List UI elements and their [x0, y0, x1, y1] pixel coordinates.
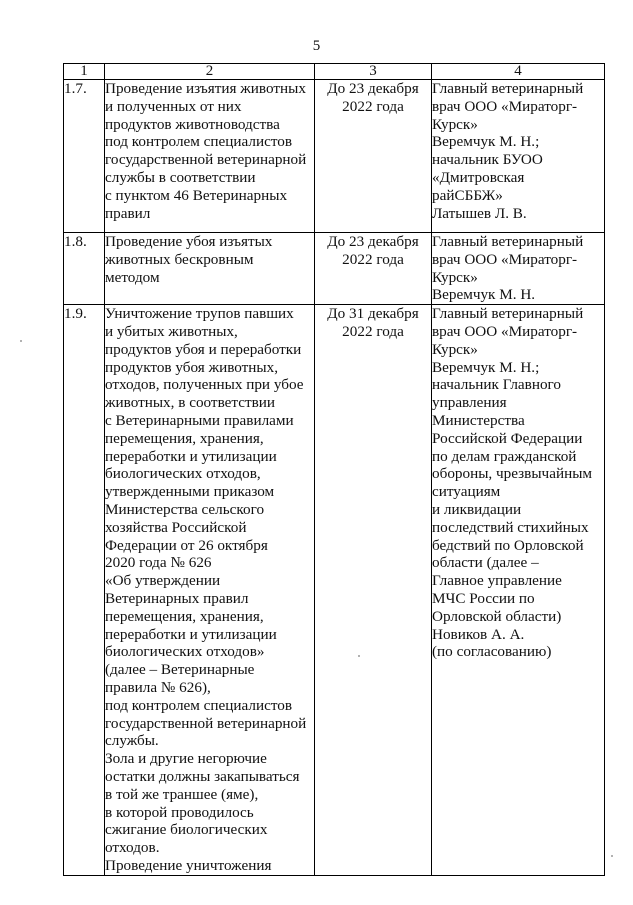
text-line: До 23 декабря: [327, 80, 419, 97]
text-line: по делам гражданской: [432, 447, 577, 465]
text-line: с пунктом 46 Ветеринарных: [105, 186, 288, 204]
text-line: Министерства сельского: [105, 500, 265, 518]
text-line: продуктов животноводства: [105, 115, 280, 133]
text-line: службы.: [105, 732, 159, 750]
table-row: [64, 305, 605, 876]
text-line: Веремчук М. Н.: [432, 286, 536, 304]
text-line: Главный ветеринарный: [432, 233, 584, 250]
text-line: врач ООО «Мираторг-: [432, 97, 578, 115]
text-line: До 23 декабря: [327, 233, 419, 250]
text-line: хозяйства Российской: [105, 518, 247, 536]
scan-speck: [358, 655, 360, 657]
event-cell: [105, 233, 315, 305]
page-number: 5: [312, 38, 321, 54]
text-line: методом: [105, 268, 160, 286]
text-line: перемещения, хранения,: [105, 429, 264, 447]
text-line: Курск»: [432, 115, 478, 133]
text-line: Курск»: [432, 268, 478, 286]
text-line: Латышев Л. В.: [432, 204, 527, 222]
text-line: райСББЖ»: [432, 186, 503, 204]
text-line: перемещения, хранения,: [105, 607, 264, 625]
text-line: Орловской области): [432, 607, 562, 625]
text-line: Проведение изъятия животных: [105, 80, 306, 97]
text-line: и полученных от них: [105, 97, 242, 115]
text-line: Министерства: [432, 411, 525, 429]
text-line: Веремчук М. Н.;: [432, 358, 540, 376]
text-line: (по согласованию): [432, 643, 552, 661]
text-line: биологических отходов»: [105, 643, 265, 661]
text-line: Проведение убоя изъятых: [105, 233, 273, 250]
text-line: Веремчук М. Н.;: [432, 133, 540, 151]
text-line: ситуациям: [432, 483, 501, 501]
deadline-cell: [315, 233, 432, 305]
text-line: и убитых животных,: [105, 322, 238, 340]
text-line: под контролем специалистов: [105, 133, 293, 151]
scan-speck: [611, 855, 613, 857]
text-line: Зола и другие негорючие: [105, 750, 267, 768]
text-line: Российской Федерации: [432, 429, 583, 447]
text-line: Проведение уничтожения: [105, 856, 272, 874]
table-header-row: [64, 64, 605, 80]
text-line: Уничтожение трупов павших: [105, 305, 294, 323]
text-line: Новиков А. А.: [432, 625, 525, 643]
text-line: правил: [105, 204, 151, 222]
text-line: с Ветеринарными правилами: [105, 411, 294, 429]
text-line: последствий стихийных: [432, 518, 589, 536]
text-line: переработки и утилизации: [105, 447, 277, 465]
text-line: Федерации от 26 октября: [105, 536, 268, 554]
text-line: начальник Главного: [432, 376, 562, 394]
text-line: МЧС России по: [432, 589, 535, 607]
text-line: врач ООО «Мираторг-: [432, 322, 578, 340]
text-line: обороны, чрезвычайным: [432, 465, 593, 483]
event-cell: [105, 305, 315, 876]
text-line: продуктов убоя животных,: [105, 358, 279, 376]
text-line: бедствий по Орловской: [432, 536, 584, 554]
responsible-cell: [432, 305, 605, 876]
text-line: Главный ветеринарный: [432, 305, 584, 323]
text-line: продуктов убоя и переработки: [105, 340, 302, 358]
text-line: (далее – Ветеринарные: [105, 661, 255, 679]
text-line: государственной ветеринарной: [105, 151, 307, 169]
text-line: утвержденными приказом: [105, 483, 275, 501]
text-line: в которой проводилось: [105, 803, 254, 821]
header-col-3: 3: [315, 64, 432, 80]
text-line: «Дмитровская: [432, 168, 525, 186]
text-line: начальник БУОО: [432, 151, 543, 169]
text-line: под контролем специалистов: [105, 696, 293, 714]
text-line: «Об утверждении: [105, 572, 221, 590]
text-line: Главный ветеринарный: [432, 80, 584, 97]
scan-speck: [20, 340, 22, 342]
text-line: Главное управление: [432, 572, 562, 590]
text-line: 2020 года № 626: [105, 554, 212, 572]
table-row: [64, 80, 605, 233]
event-cell: [105, 80, 315, 233]
table-row: [64, 233, 605, 305]
item-number: 1.9.: [64, 305, 105, 876]
text-line: области (далее –: [432, 554, 539, 572]
text-line: отходов, полученных при убое: [105, 376, 304, 394]
text-line: Курск»: [432, 340, 478, 358]
header-col-1: 1: [64, 64, 105, 80]
header-col-2: 2: [105, 64, 315, 80]
text-line: правила № 626),: [105, 678, 211, 696]
text-line: биологических отходов,: [105, 465, 261, 483]
deadline-cell: [315, 80, 432, 233]
text-line: 2022 года: [342, 97, 404, 115]
responsible-cell: [432, 233, 605, 305]
text-line: и ликвидации: [432, 500, 522, 518]
text-line: отходов.: [105, 839, 160, 857]
text-line: До 31 декабря: [327, 305, 419, 323]
text-line: врач ООО «Мираторг-: [432, 250, 578, 268]
deadline-cell: [315, 305, 432, 876]
text-line: службы в соответствии: [105, 168, 256, 186]
measures-table: [63, 63, 605, 876]
text-line: сжигание биологических: [105, 821, 268, 839]
text-line: Ветеринарных правил: [105, 589, 249, 607]
text-line: остатки должны закапываться: [105, 767, 300, 785]
text-line: управления: [432, 394, 507, 412]
text-line: переработки и утилизации: [105, 625, 277, 643]
text-line: животных, в соответствии: [105, 394, 276, 412]
text-line: 2022 года: [342, 322, 404, 340]
responsible-cell: [432, 80, 605, 233]
header-col-4: 4: [432, 64, 605, 80]
item-number: 1.7.: [64, 80, 105, 233]
text-line: государственной ветеринарной: [105, 714, 307, 732]
item-number: 1.8.: [64, 233, 105, 305]
text-line: в той же траншее (яме),: [105, 785, 259, 803]
text-line: 2022 года: [342, 250, 404, 268]
text-line: животных бескровным: [105, 250, 254, 268]
